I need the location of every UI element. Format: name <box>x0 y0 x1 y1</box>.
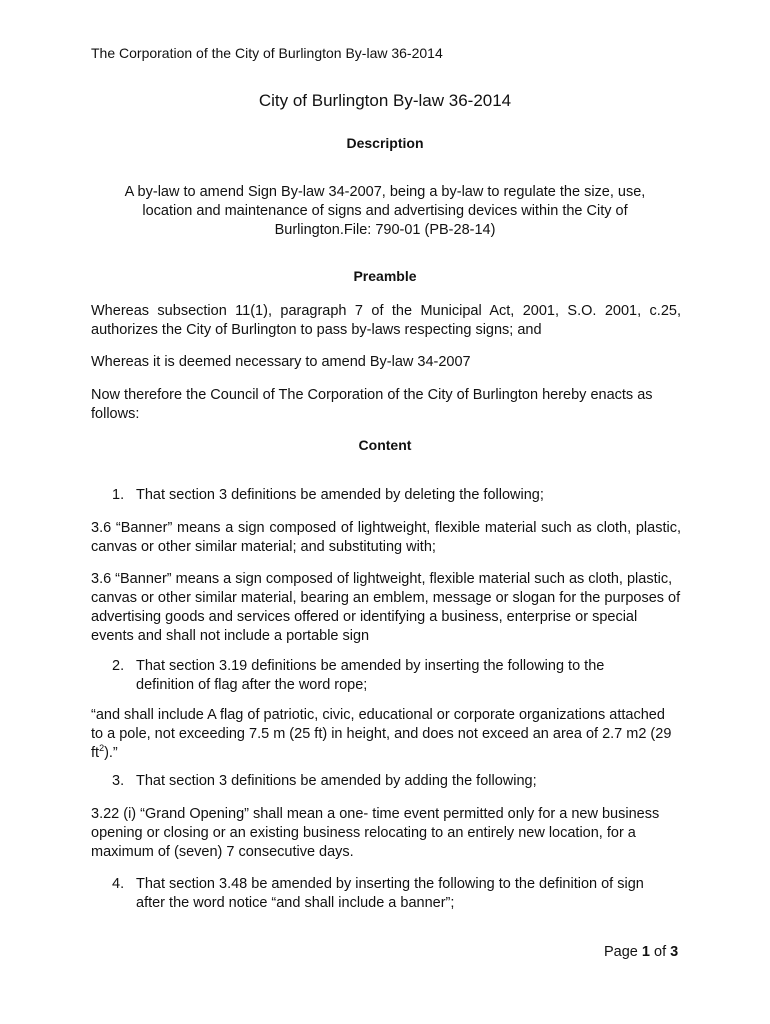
list-item-text: That section 3 definitions be amended by deleting the following; <box>136 487 544 503</box>
grand-opening-definition: 3.22 (i) “Grand Opening” shall mean a one- time event permitted only for a new business opening or closing or an existing business relocating to an entirely new location, for a maximum of (seven) 7 consecutive days. <box>91 806 660 860</box>
preamble-paragraph-3: Now therefore the Council of The Corporation of the City of Burlington hereby enacts as follows: <box>91 387 653 422</box>
list-item-2 <box>112 657 682 695</box>
description-heading: Description <box>346 135 424 151</box>
preamble-heading: Preamble <box>353 268 417 284</box>
page-number <box>604 944 678 960</box>
list-item-number: 1. <box>112 487 125 503</box>
description-text: A by-law to amend Sign By-law 34-2007, being a by-law to regulate the size, use, location and maintenance of signs and advertising devices within the City of Burlington.File: 790-01 (PB-28-14) <box>124 184 646 238</box>
list-item-number: 4. <box>112 876 125 892</box>
list-item-number: 3. <box>112 773 125 789</box>
running-header: The Corporation of the City of Burlington By-law 36-2014 <box>91 45 443 61</box>
flag-definition-main: “and shall include A flag of patriotic, civic, educational or corporate organizations attached to a pole, not exceeding 7.5 m (25 ft) in height, and does not exceed an area of 2.7 m2 (29 ft <box>91 707 672 761</box>
list-item-text-line-2: definition of flag after the word rope; <box>136 677 368 693</box>
preamble-paragraph-2: Whereas it is deemed necessary to amend By-law 34-2007 <box>91 354 471 370</box>
list-item-text-line-2: after the word notice “and shall include a banner”; <box>136 895 455 911</box>
banner-definition-old: 3.6 “Banner” means a sign composed of lightweight, flexible material such as cloth, plastic, canvas or other similar material; and substituting with; <box>91 520 681 555</box>
list-item-text: That section 3 definitions be amended by adding the following; <box>136 773 537 789</box>
preamble-paragraph-1: Whereas subsection 11(1), paragraph 7 of the Municipal Act, 2001, S.O. 2001, c.25, authorizes the City of Burlington to pass by-laws respecting signs; and <box>91 303 681 338</box>
page-label: Page <box>604 944 638 960</box>
list-item-text-line-1: That section 3.48 be amended by inserting the following to the definition of sign <box>136 876 644 892</box>
list-item-4 <box>112 875 682 913</box>
banner-definition-new: 3.6 “Banner” means a sign composed of lightweight, flexible material such as cloth, plastic, canvas or other similar material, bearing an emblem, message or slogan for the purposes of advertising goods and services offered or identifying a business, enterprise or special events and shall not include a portable sign <box>91 571 681 644</box>
list-item-number: 2. <box>112 658 125 674</box>
page-current: 1 <box>641 944 650 960</box>
content-heading: Content <box>358 437 412 453</box>
page-total: 3 <box>670 944 679 960</box>
flag-definition <box>91 706 681 763</box>
flag-definition-end: ).” <box>104 745 118 761</box>
list-item-1 <box>112 486 682 505</box>
list-item-3 <box>112 772 682 791</box>
flag-definition-superscript: 2 <box>99 743 105 753</box>
page-of: of <box>654 944 667 960</box>
list-item-text-line-1: That section 3.19 definitions be amended by inserting the following to the <box>136 658 605 674</box>
document-title: City of Burlington By-law 36-2014 <box>258 91 512 110</box>
